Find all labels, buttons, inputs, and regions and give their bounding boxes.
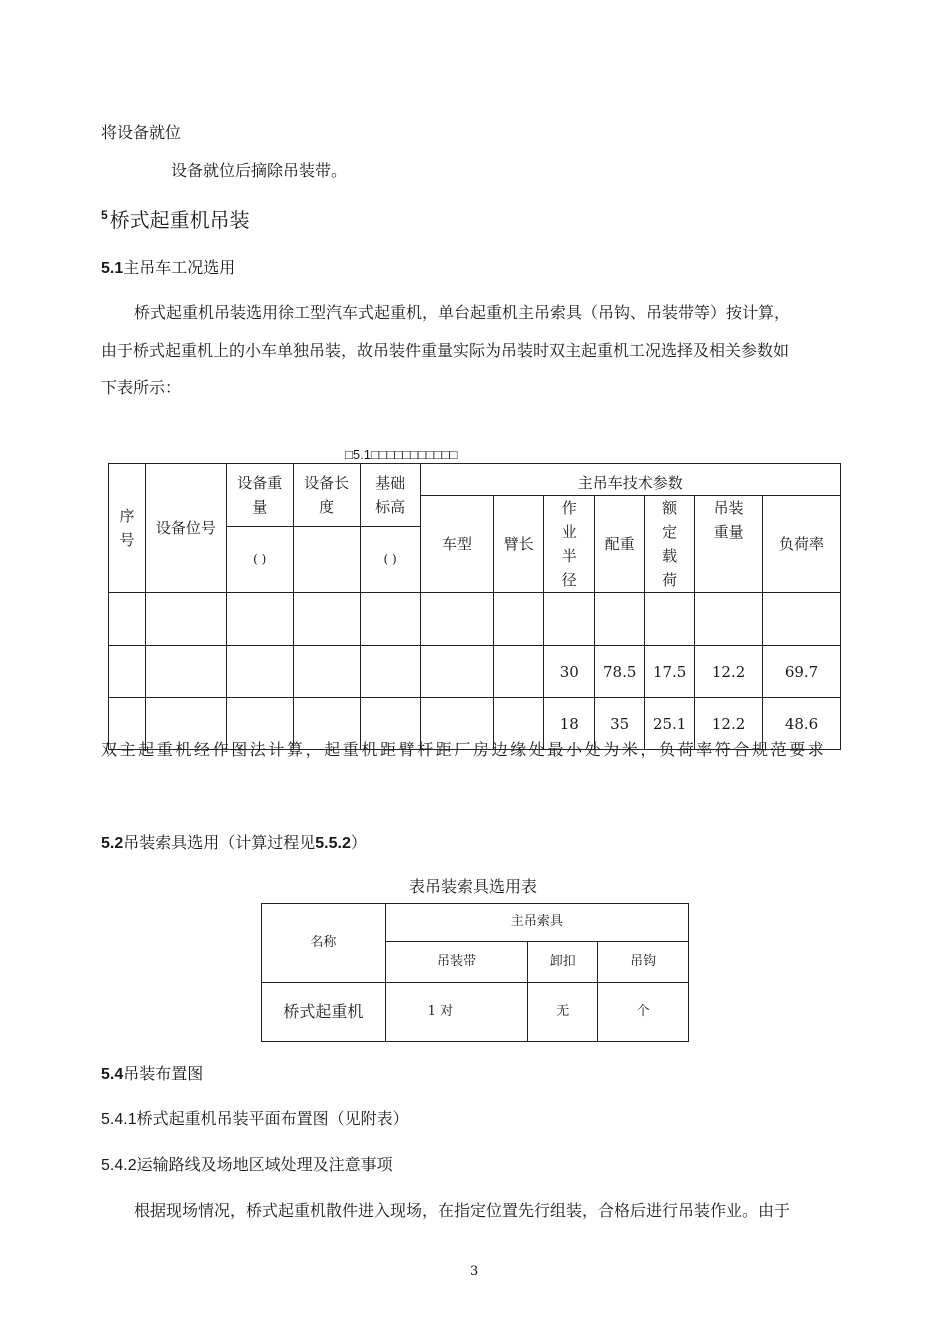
table-cell: 30 xyxy=(544,646,595,698)
cell-shackle: 无 xyxy=(528,983,598,1042)
paragraph-line: 根据现场情况，桥式起重机散件进入现场，在指定位置先行组装，合格后进行吊装作业。由于 xyxy=(134,1201,791,1220)
paragraph-line: 桥式起重机吊装选用徐工型汽车式起重机，单台起重机主吊索具（吊钩、吊装带等）按计算， xyxy=(134,303,791,322)
header-sling: 吊装带 xyxy=(385,942,528,983)
header-model: 车型 xyxy=(420,496,494,593)
header-weight: 设备重量 xyxy=(226,464,293,527)
table-row xyxy=(262,983,689,1042)
header-shackle: 卸扣 xyxy=(528,942,598,983)
cell-hook: 个 xyxy=(598,983,689,1042)
table-cell xyxy=(420,593,494,646)
header-radius: 作业半径 xyxy=(544,496,595,593)
page-number: 3 xyxy=(470,1264,479,1279)
section-number: 5.2 xyxy=(101,835,124,852)
header-main-rigging: 主吊索具 xyxy=(385,904,688,942)
header-position: 设备位号 xyxy=(145,464,226,593)
table-cell xyxy=(420,646,494,698)
paragraph-line: 下表所示： xyxy=(101,378,182,397)
header-hook: 吊钩 xyxy=(598,942,689,983)
section-5-4-2-heading xyxy=(101,1152,393,1175)
section-5-2-heading xyxy=(101,830,367,853)
section-reference: 5.5.2 xyxy=(315,835,351,852)
table-cell: 35 xyxy=(595,698,645,750)
table-cell xyxy=(293,593,360,646)
header-counterweight: 配重 xyxy=(595,496,645,593)
section-number: 5 xyxy=(101,208,108,222)
table-cell xyxy=(293,646,360,698)
table-cell: 78.5 xyxy=(595,646,645,698)
calculation-note: 双主起重机经作图法计算，起重机距臂杆距厂房边缘处最小处为米，负荷率符合规范要求 xyxy=(101,740,827,759)
section-title: 桥式起重机吊装平面布置图（见附表） xyxy=(136,1109,409,1128)
table-cell: 12.2 xyxy=(695,698,763,750)
section-5-4-heading xyxy=(101,1061,203,1084)
table-cell xyxy=(360,593,420,646)
table-cell xyxy=(645,593,695,646)
section-title-close: ） xyxy=(350,833,367,852)
section-title: 主吊车工况选用 xyxy=(123,258,236,277)
header-base: 基础标高 xyxy=(360,464,420,527)
header-base-unit: ( ) xyxy=(360,527,420,593)
table-cell xyxy=(695,593,763,646)
header-lift-weight: 吊装重量 xyxy=(695,496,763,593)
table-cell xyxy=(226,593,293,646)
cell-sling: 1 对 xyxy=(385,983,528,1042)
section-5-heading xyxy=(101,204,250,233)
header-weight-unit: ( ) xyxy=(226,527,293,593)
table-cell xyxy=(494,646,544,698)
table-1-caption: □5.1□□□□□□□□□□□ xyxy=(345,447,458,462)
para-line: 设备就位后摘除吊装带。 xyxy=(171,161,348,180)
header-main-crane: 主吊车技术参数 xyxy=(420,464,840,496)
table-cell xyxy=(595,593,645,646)
table-cell: 17.5 xyxy=(645,646,695,698)
table-cell: 12.2 xyxy=(695,646,763,698)
section-5-4-1-heading xyxy=(101,1106,409,1129)
table-cell xyxy=(494,593,544,646)
table-cell: 18 xyxy=(544,698,595,750)
table-cell: 69.7 xyxy=(763,646,841,698)
table-cell xyxy=(544,593,595,646)
section-number: 5.4 xyxy=(101,1066,124,1083)
table-2-caption: 表吊装索具选用表 xyxy=(409,877,538,896)
table-cell xyxy=(109,593,146,646)
section-title: 吊装布置图 xyxy=(123,1064,204,1083)
header-rated-load: 额定载荷 xyxy=(645,496,695,593)
header-length: 设备长度 xyxy=(293,464,360,527)
header-arm: 臂长 xyxy=(494,496,544,593)
header-length-unit xyxy=(293,527,360,593)
table-cell xyxy=(360,646,420,698)
table-row xyxy=(109,646,841,698)
table-cell xyxy=(109,646,146,698)
section-title: 运输路线及场地区域处理及注意事项 xyxy=(136,1155,393,1174)
paragraph-line: 由于桥式起重机上的小车单独吊装，故吊装件重量实际为吊装时双主起重机工况选择及相关参数如 xyxy=(101,341,790,360)
section-title: 桥式起重机吊装 xyxy=(109,208,250,232)
para-line: 将设备就位 xyxy=(101,123,182,142)
section-number: 5.1 xyxy=(101,260,124,277)
header-name: 名称 xyxy=(262,904,386,983)
section-title: 吊装索具选用（计算过程见 xyxy=(123,833,316,852)
section-number: 5.4.1 xyxy=(101,1111,137,1128)
table-cell: 25.1 xyxy=(645,698,695,750)
table-row xyxy=(109,593,841,646)
crane-parameters-table xyxy=(108,463,841,750)
rigging-selection-table xyxy=(261,903,689,1042)
section-number: 5.4.2 xyxy=(101,1157,137,1174)
header-load-rate: 负荷率 xyxy=(763,496,841,593)
table-cell: 48.6 xyxy=(763,698,841,750)
header-seq: 序号 xyxy=(109,464,146,593)
table-cell xyxy=(145,646,226,698)
table-cell xyxy=(763,593,841,646)
section-5-1-heading xyxy=(101,255,235,278)
cell-name: 桥式起重机 xyxy=(262,983,386,1042)
table-cell xyxy=(145,593,226,646)
table-cell xyxy=(226,646,293,698)
